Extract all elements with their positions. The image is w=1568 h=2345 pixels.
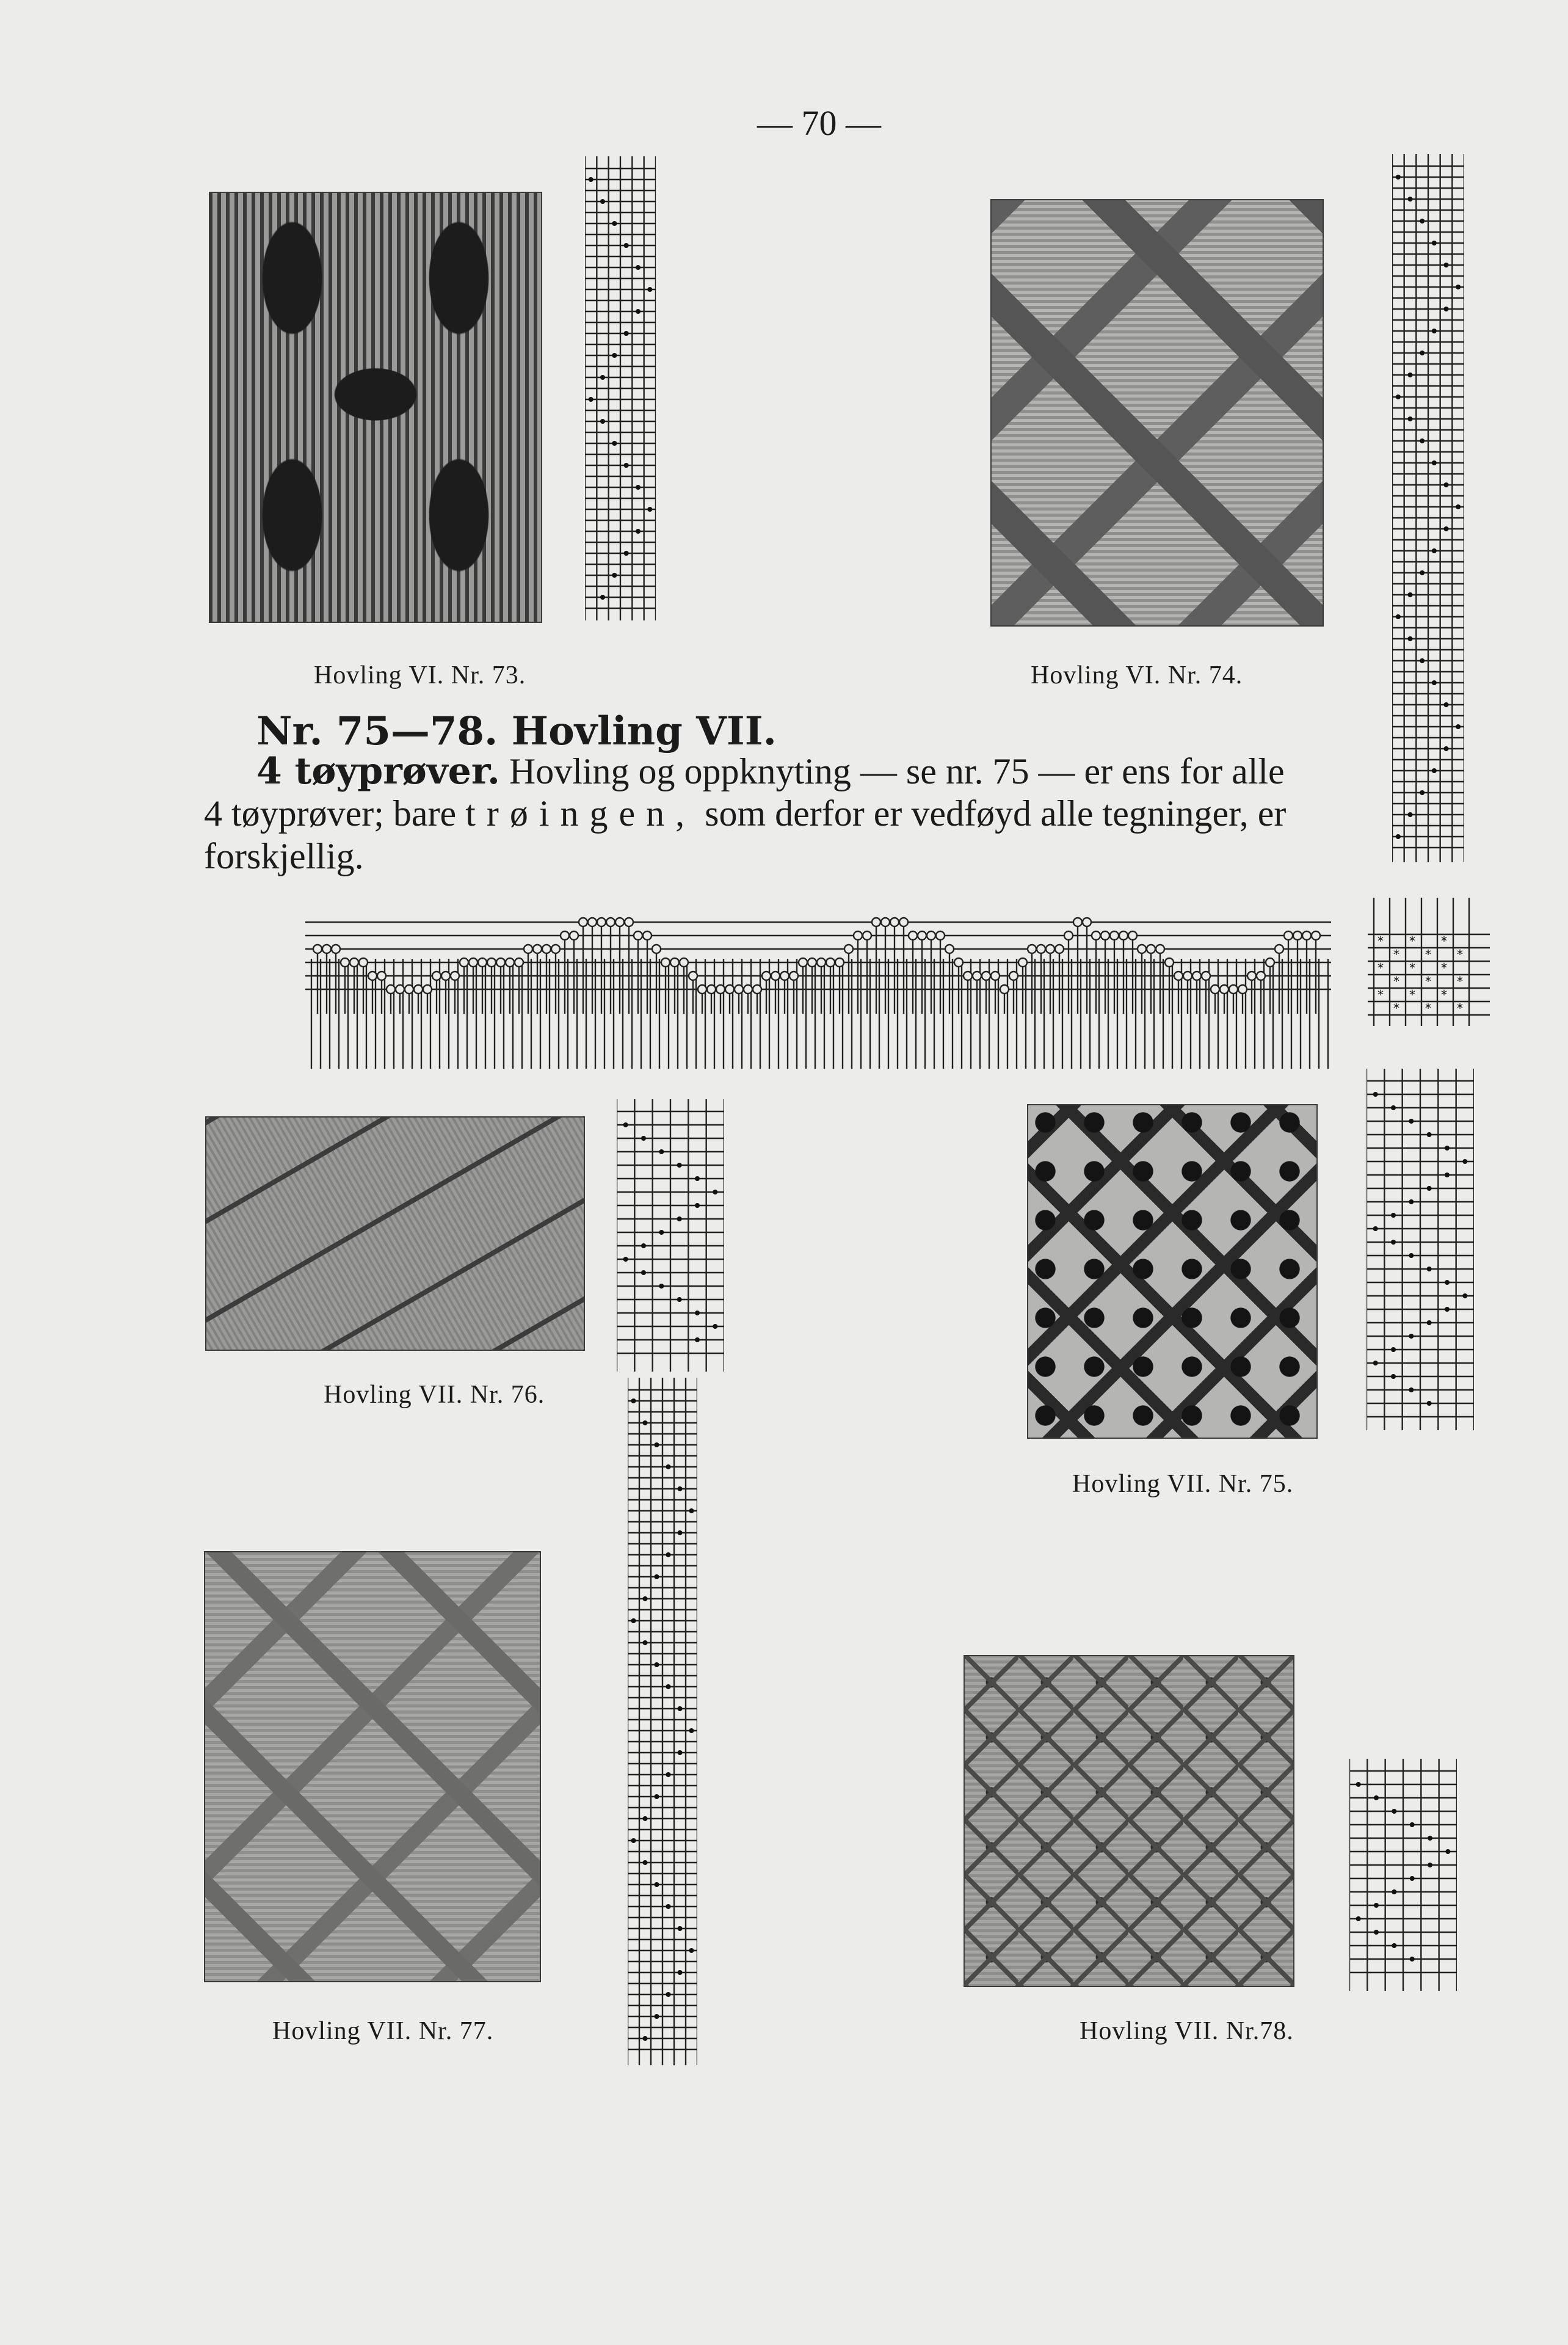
svg-text:*: * xyxy=(1425,974,1431,989)
svg-text:*: * xyxy=(1457,947,1463,962)
svg-text:*: * xyxy=(1409,961,1415,975)
svg-text:*: * xyxy=(1441,961,1447,975)
section-text-2-pre: 4 tøyprøver; bare xyxy=(204,793,466,834)
caption-nr73: Hovling VI. Nr. 73. xyxy=(314,661,526,689)
svg-text:*: * xyxy=(1377,961,1384,975)
threading-draft-nr78 xyxy=(1349,1759,1457,1991)
caption-nr77: Hovling VII. Nr. 77. xyxy=(272,2017,494,2045)
svg-text:*: * xyxy=(1457,974,1463,989)
tie-up-draft xyxy=(281,898,1502,1081)
fabric-sample-nr73 xyxy=(209,192,542,623)
section-text-line-3: forskjellig. xyxy=(204,836,364,876)
svg-text:*: * xyxy=(1393,1001,1399,1016)
section-text-1-rest: Hovling og oppknyting — se nr. 75 — er ens for alle xyxy=(499,751,1285,791)
threading-draft-nr76 xyxy=(617,1099,724,1372)
svg-text:*: * xyxy=(1393,947,1399,962)
fabric-sample-nr77 xyxy=(204,1551,541,1982)
section-text-line-1 xyxy=(256,750,1285,793)
fabric-sample-nr75 xyxy=(1027,1104,1318,1439)
section-text-2-spaced: trøingen, xyxy=(465,793,696,834)
page-number: — 70 — xyxy=(757,103,881,143)
caption-nr76: Hovling VII. Nr. 76. xyxy=(324,1381,545,1409)
svg-text:*: * xyxy=(1393,974,1399,989)
section-heading: Nr. 75—78. Hovling VII. xyxy=(256,708,777,754)
threading-draft-nr75 xyxy=(1367,1069,1474,1430)
svg-text:*: * xyxy=(1377,934,1384,948)
svg-text:*: * xyxy=(1409,934,1415,948)
fabric-sample-nr76 xyxy=(205,1116,585,1351)
section-subheading: 4 tøyprøver. xyxy=(256,750,500,793)
section-text-line-2 xyxy=(204,793,1286,835)
threading-draft-nr74 xyxy=(1392,154,1464,862)
fabric-sample-nr74 xyxy=(990,199,1324,627)
svg-text:*: * xyxy=(1457,1001,1463,1016)
section-text-2-post: som derfor er vedføyd alle tegninger, er xyxy=(695,793,1287,834)
svg-text:*: * xyxy=(1409,987,1415,1002)
fabric-sample-nr78 xyxy=(964,1655,1294,1987)
svg-text:*: * xyxy=(1425,947,1431,962)
caption-nr74: Hovling VI. Nr. 74. xyxy=(1031,661,1243,689)
caption-nr75: Hovling VII. Nr. 75. xyxy=(1072,1470,1294,1498)
svg-text:*: * xyxy=(1425,1001,1431,1016)
threading-draft-nr77 xyxy=(628,1378,697,2065)
svg-text:*: * xyxy=(1441,934,1447,948)
threading-draft-nr73 xyxy=(585,156,656,620)
caption-nr78: Hovling VII. Nr.78. xyxy=(1080,2017,1294,2045)
svg-text:*: * xyxy=(1441,987,1447,1002)
svg-text:*: * xyxy=(1377,987,1384,1002)
